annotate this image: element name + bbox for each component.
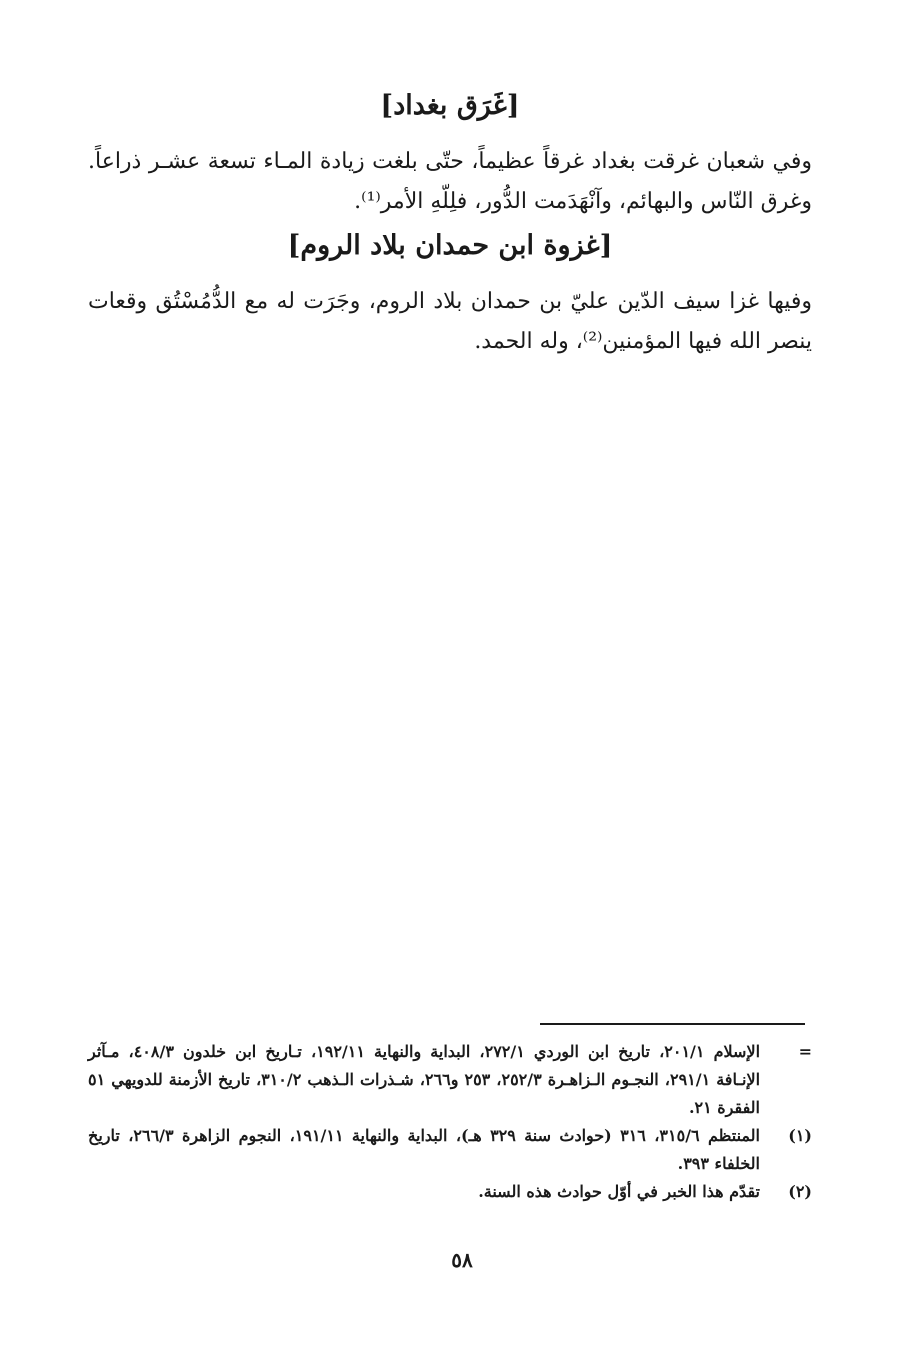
footnote-text: الإسلام ٢٠١/١، تاريخ ابن الوردي ٢٧٢/١، البداية والنهاية ١٩٢/١١، تـاريخ ابن خلدون ٤٠٨/٣، مـآثر الإنـافة ٢٩١/١، النجـوم الـزاهـرة ٢٥٢/٣، ٢٥٣ و٢٦٦، شـذرات الـذهب ٣١٠/٢، تاريخ الأزمنة للدويهي ٥١ الفقرة ٢١.: [88, 1042, 761, 1117]
footnote-item: [88, 1122, 812, 1178]
section-ibn-hamdan-raid: [88, 226, 812, 362]
footnote-separator: [540, 1023, 805, 1025]
section-baghdad-flood: [88, 86, 812, 222]
footnote-text: المنتظم ٣١٥/٦، ٣١٦ (حوادث سنة ٣٢٩ هـ)، البداية والنهاية ١٩١/١١، النجوم الزاهرة ٢٦٦/٣، تاريخ الخلفاء ٣٩٣.: [88, 1126, 761, 1173]
footnote-marker: (١): [788, 1126, 812, 1145]
footnote-text: تقدّم هذا الخبر في أوّل حوادث هذه السنة.: [478, 1182, 760, 1201]
footnote-marker: =: [798, 1042, 812, 1061]
section-paragraph: وفيها غزا سيف الدّين عليّ بن حمدان بلاد الروم، وجَرَت له مع الدُّمُسْتُق وقعات ينصر الله فيها المؤمنين⁽²⁾، وله الحمد.: [88, 289, 812, 354]
footnote-marker: (٢): [788, 1182, 812, 1201]
footnotes: [88, 1038, 812, 1206]
section-paragraph: وفي شعبان غرقت بغداد غرقاً عظيماً، حتّى بلغت زيادة المـاء تسعة عشـر ذراعاً. وغرق النّاس والبهائم، وآنْهَدَمت الدُّور، فلِلّهِ الأمر⁽¹⁾.: [88, 149, 812, 214]
footnote-item: [88, 1038, 812, 1122]
section-heading: [غزوة ابن حمدان بلاد الروم]: [287, 230, 613, 261]
section-heading: [غَرَق بغداد]: [380, 90, 520, 121]
page-number: ٥٨: [451, 1248, 473, 1272]
footnote-item: [88, 1178, 812, 1206]
